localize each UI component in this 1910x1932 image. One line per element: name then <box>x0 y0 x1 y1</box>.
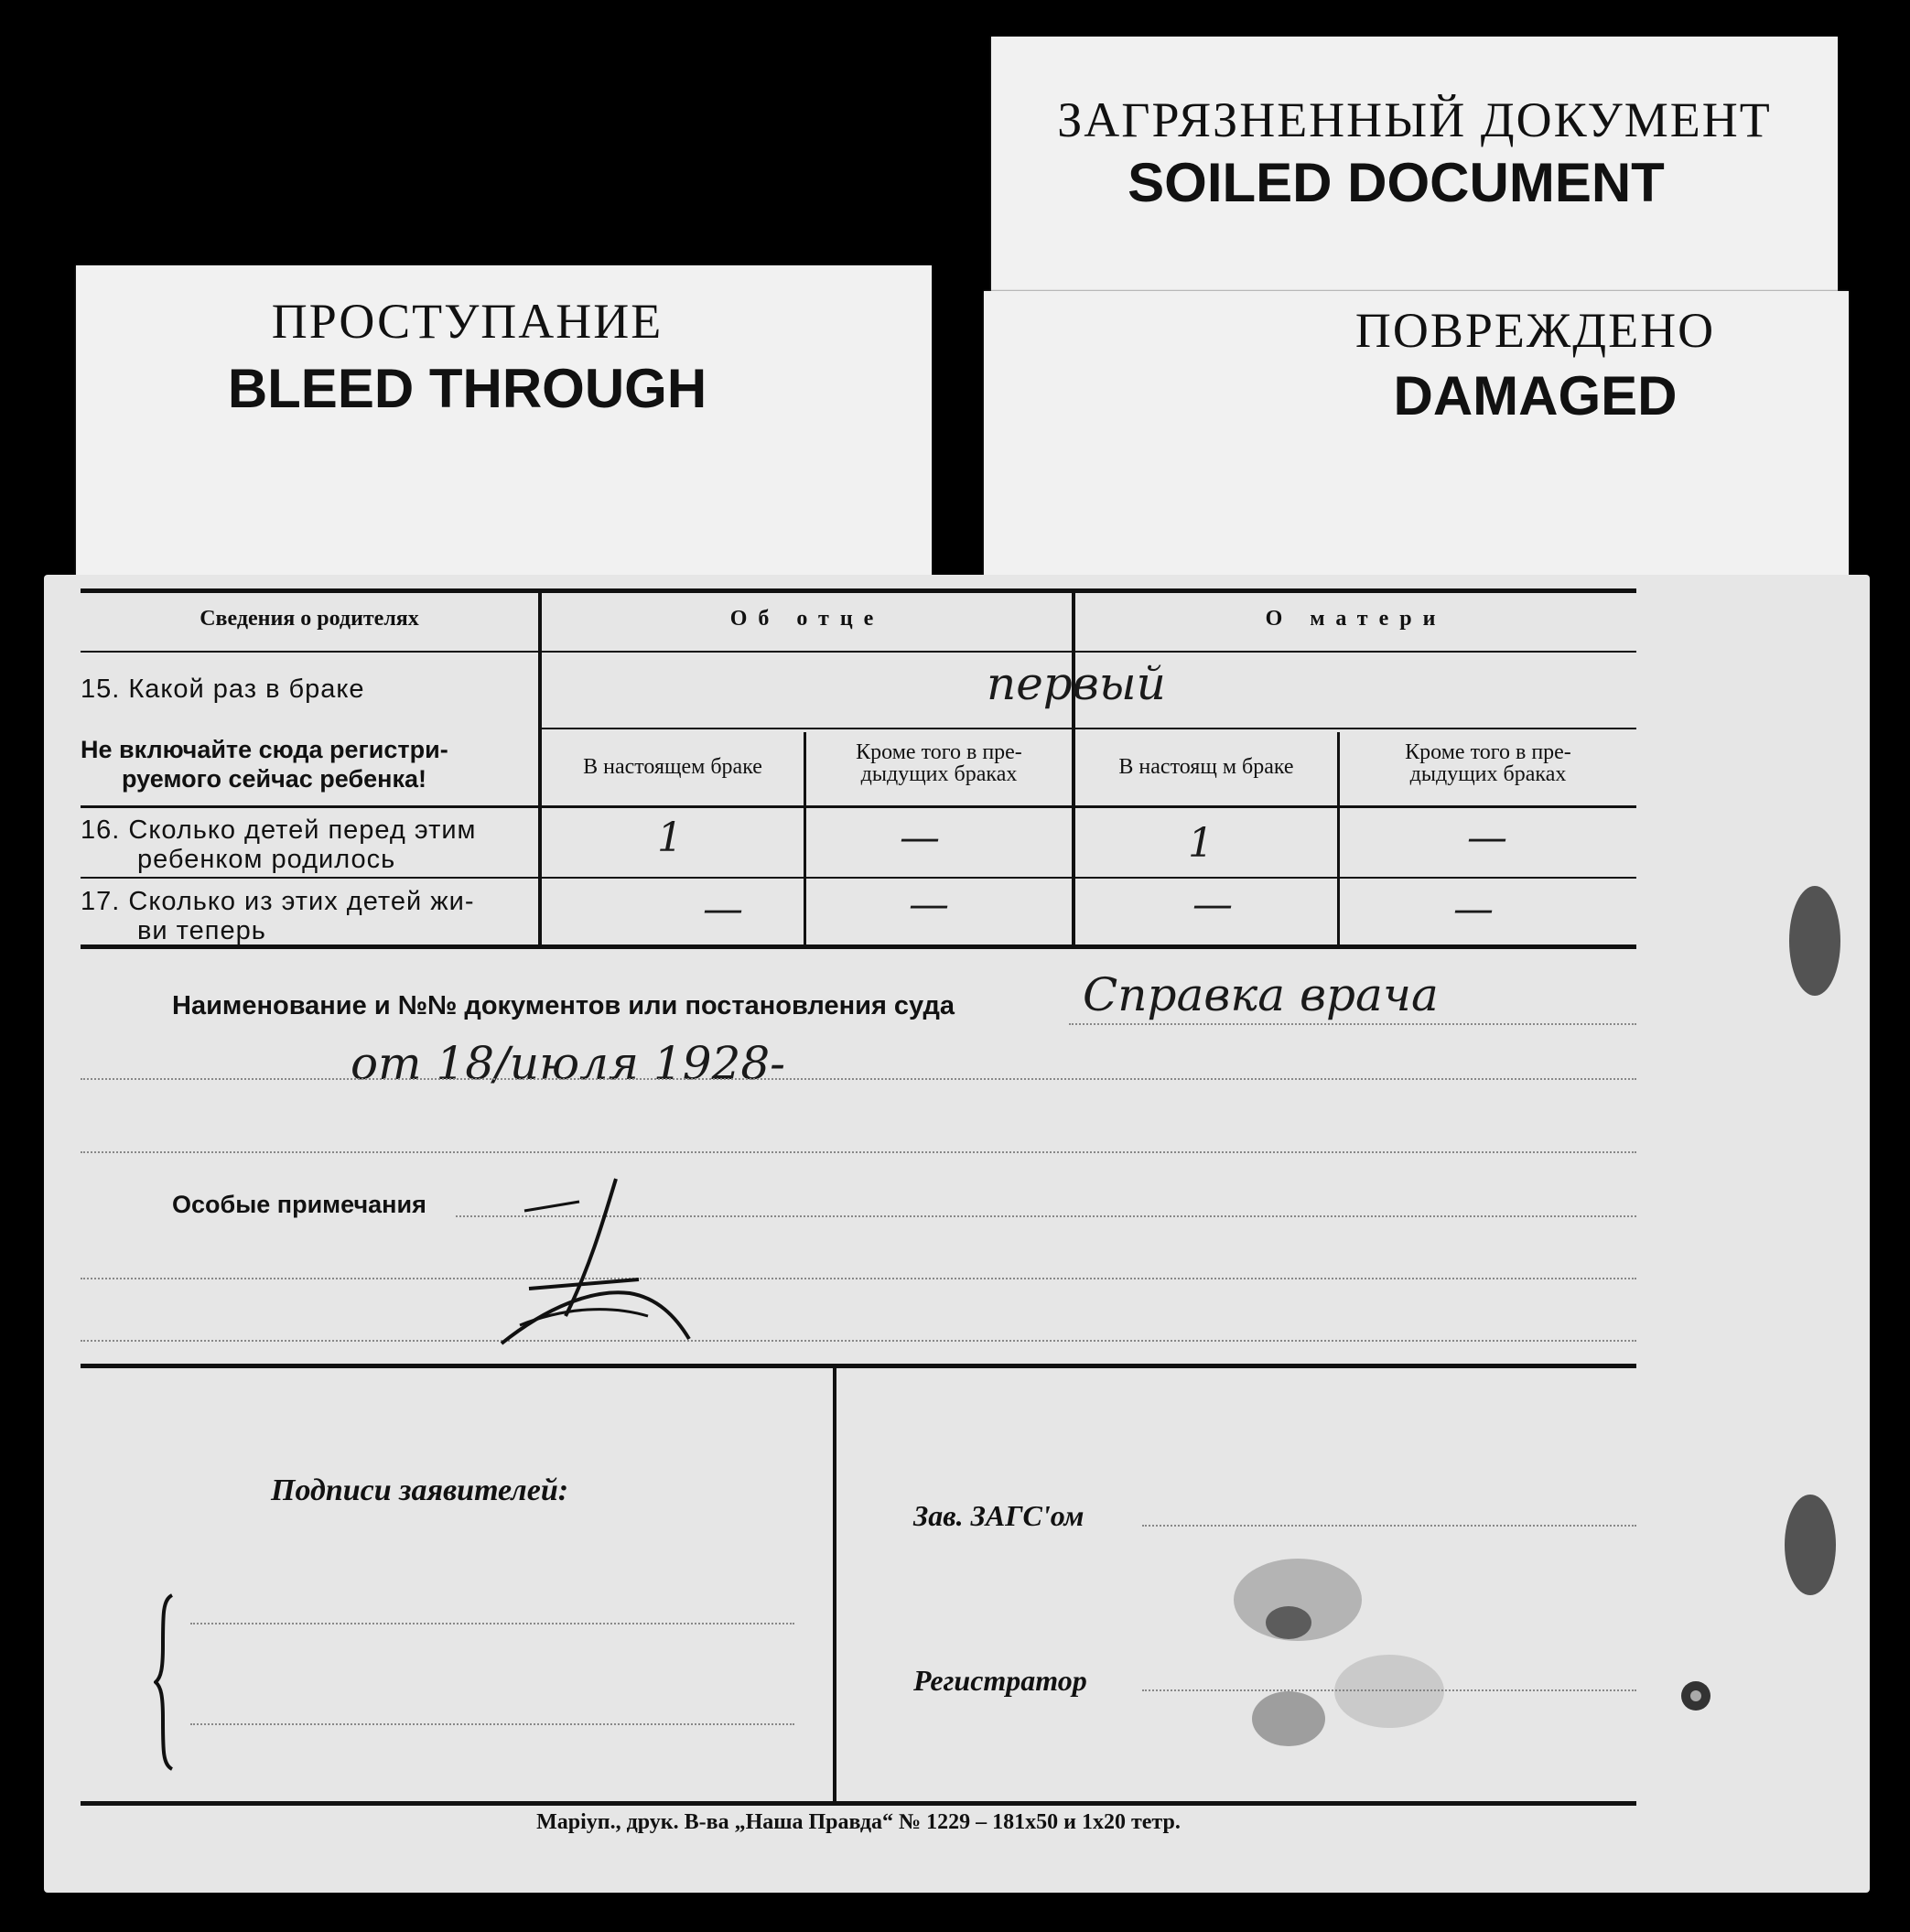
damaged-label-en: DAMAGED <box>1393 365 1678 426</box>
q15-rule <box>540 728 1636 729</box>
subhead-mother-current: В настоящ м браке <box>1118 755 1294 779</box>
note-line-2: руемого сейчас ребенка! <box>122 765 426 793</box>
applicants-signature-label: Подписи заявителей: <box>271 1473 569 1507</box>
note-line-1: Не включайте сюда регистри- <box>81 736 448 763</box>
damaged-card <box>984 291 1849 593</box>
documents-label: Наименование и №№ документов или постановления суда <box>172 991 955 1020</box>
printer-footer: Маріуп., друк. В-ва „Наша Правда“ № 1229 – 181х50 и 1х20 тетр. <box>536 1810 1181 1834</box>
q17-father-current: — <box>703 886 743 933</box>
header-mother: О матери <box>1265 607 1447 631</box>
q16-father-prev: — <box>900 815 940 861</box>
remarks-label: Особые примечания <box>172 1191 426 1218</box>
table-bottom-rule <box>81 944 1636 949</box>
documents-value-line-2: от 18/июля 1928- <box>351 1037 786 1090</box>
registrar-label: Регистратор <box>913 1664 1087 1697</box>
registry-head-dotted-line <box>1142 1525 1636 1527</box>
soiled-label-en: SOILED DOCUMENT <box>1128 152 1665 213</box>
q16-label-line-2: ребенком родилось <box>137 845 396 874</box>
registry-head-label: Зав. ЗАГС'ом <box>913 1499 1084 1532</box>
q17-label-line-1: 17. Сколько из этих детей жи- <box>81 887 475 916</box>
documents-dotted-line-2 <box>81 1078 1636 1080</box>
q16-mother-current: 1 <box>1188 820 1214 867</box>
q15-answer: первый <box>987 657 1166 710</box>
header-parents-info: Сведения о родителях <box>200 607 419 631</box>
bleed-label-ru: ПРОСТУПАНИЕ <box>271 294 664 349</box>
q15-label: 15. Какой раз в браке <box>81 675 365 704</box>
subhead-father-prev-1: Кроме того в пре- <box>856 740 1022 764</box>
damage-spot-hole <box>1673 1673 1719 1719</box>
q16-label-line-1: 16. Сколько детей перед этим <box>81 815 477 845</box>
q17-mother-prev: — <box>1453 886 1494 933</box>
signature-top-rule <box>81 1364 1636 1368</box>
applicants-dotted-line-1 <box>190 1623 794 1624</box>
damage-spot-upper <box>1764 868 1856 1014</box>
remarks-dotted-line-3 <box>81 1340 1636 1342</box>
subhead-mother-prev-2: дыдущих браках <box>1409 762 1567 786</box>
header-rule <box>81 651 1636 653</box>
damage-spot-lower <box>1755 1481 1856 1618</box>
bleed-label-en: BLEED THROUGH <box>227 358 707 419</box>
bleed-through-card <box>76 265 932 586</box>
documents-value-line-1: Справка врача <box>1083 968 1439 1021</box>
soil-stain <box>1188 1536 1462 1792</box>
q17-mother-current: — <box>1192 881 1233 928</box>
documents-dotted-line-1 <box>1069 1023 1636 1025</box>
header-father: Об отце <box>729 607 885 631</box>
table-top-rule <box>81 588 1636 593</box>
soiled-document-card <box>991 37 1838 311</box>
subhead-mother-prev-1: Кроме того в пре- <box>1405 740 1571 764</box>
signature-bottom-rule <box>81 1801 1636 1806</box>
applicants-brace <box>154 1591 181 1774</box>
q17-father-prev: — <box>909 881 949 928</box>
documents-dotted-line-3 <box>81 1151 1636 1153</box>
q17-label-line-2: ви теперь <box>137 916 266 945</box>
subhead-rule <box>81 805 1636 808</box>
subhead-father-current: В настоящем браке <box>583 755 762 779</box>
q16-father-current: 1 <box>657 815 683 861</box>
remarks-strike-mark <box>492 1170 730 1353</box>
subhead-father-prev-2: дыдущих браках <box>860 762 1018 786</box>
registration-form <box>44 575 1870 1893</box>
applicants-dotted-line-2 <box>190 1723 794 1725</box>
q16-mother-prev: — <box>1467 815 1507 861</box>
remarks-dotted-line-2 <box>81 1278 1636 1279</box>
soiled-label-ru: ЗАГРЯЗНЕННЫЙ ДОКУМЕНТ <box>1057 92 1772 147</box>
q16-rule <box>81 877 1636 879</box>
damaged-label-ru: ПОВРЕЖДЕНО <box>1354 303 1716 358</box>
signature-divider <box>833 1364 836 1801</box>
